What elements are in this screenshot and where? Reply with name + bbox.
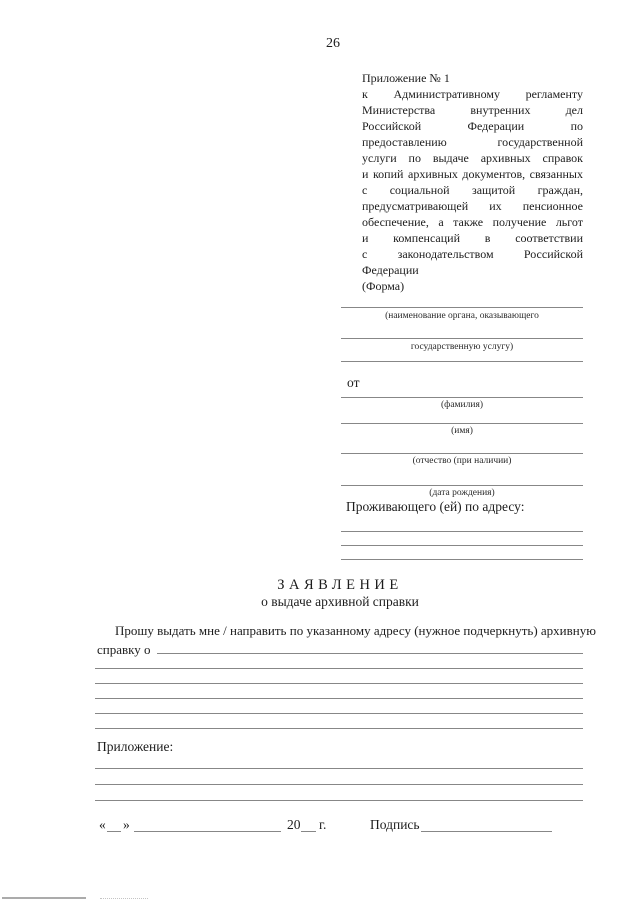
year-field-line xyxy=(301,831,316,832)
date-quote-open: « xyxy=(99,817,106,832)
request-text-line-2-label: справку о xyxy=(97,642,151,657)
scan-artifact-dots xyxy=(100,898,148,899)
page-number: 26 xyxy=(326,36,340,51)
org-name-field-line-2 xyxy=(341,338,583,339)
appendix-line: Федерации xyxy=(362,263,419,277)
request-text-line-2 xyxy=(97,641,583,658)
org-name-field-line-3 xyxy=(341,361,583,362)
statement-subtitle: о выдаче архивной справки xyxy=(261,594,419,609)
appendix-line: обеспечение, а также получение льгот xyxy=(362,215,583,229)
address-label: Проживающего (ей) по адресу: xyxy=(346,499,525,514)
date-quote-close: » xyxy=(123,817,130,832)
year-prefix: 20 xyxy=(287,817,301,832)
attachment-field-line-3 xyxy=(95,800,583,801)
patronymic-field-line xyxy=(341,453,583,454)
signature-field-line xyxy=(421,831,552,832)
address-field-line-2 xyxy=(341,545,583,546)
surname-caption: (фамилия) xyxy=(441,400,483,410)
surname-field-line xyxy=(341,397,583,398)
address-field-line-3 xyxy=(341,559,583,560)
org-name-field-line-1 xyxy=(341,307,583,308)
scan-artifact-line xyxy=(2,897,86,899)
body-field-line-2 xyxy=(95,683,583,684)
date-day-field-line xyxy=(107,831,121,832)
appendix-line: Министерства внутренних дел xyxy=(362,103,583,117)
date-month-field-line xyxy=(134,831,281,832)
attachment-field-line-1 xyxy=(95,768,583,769)
request-text-line-1: Прошу выдать мне / направить по указанному адресу (нужное подчеркнуть) архивную xyxy=(115,623,596,638)
appendix-line: (Форма) xyxy=(362,279,405,293)
address-field-line-1 xyxy=(341,531,583,532)
attachment-field-line-2 xyxy=(95,784,583,785)
patronymic-caption: (отчество (при наличии) xyxy=(412,456,512,466)
appendix-line: услуги по выдаче архивных справок xyxy=(362,151,583,165)
body-field-line-4 xyxy=(95,713,583,714)
birthdate-caption: (дата рождения) xyxy=(429,488,495,498)
certificate-subject-field-line xyxy=(157,641,583,654)
appendix-line: с социальной защитой граждан, xyxy=(362,183,583,197)
appendix-line: Приложение № 1 xyxy=(362,71,450,85)
appendix-block xyxy=(362,70,583,294)
appendix-line: предусматривающей их пенсионное xyxy=(362,199,583,213)
appendix-line: предоставлению государственной xyxy=(362,135,583,149)
birthdate-field-line xyxy=(341,485,583,486)
statement-title: ЗАЯВЛЕНИЕ xyxy=(277,577,403,593)
appendix-line: к Административному регламенту xyxy=(362,87,583,101)
org-caption-1: (наименование органа, оказывающего xyxy=(385,311,539,321)
org-caption-2: государственную услугу) xyxy=(410,342,514,352)
appendix-line: с законодательством Российской xyxy=(362,247,583,261)
appendix-line: и копий архивных документов, связанных xyxy=(362,167,583,181)
body-field-line-5 xyxy=(95,728,583,729)
body-field-line-3 xyxy=(95,698,583,699)
body-field-line-1 xyxy=(95,668,583,669)
appendix-line: и компенсаций в соответствии xyxy=(362,231,583,245)
name-caption: (имя) xyxy=(451,426,473,436)
attachment-label: Приложение: xyxy=(97,739,174,754)
name-field-line xyxy=(341,423,583,424)
year-suffix: г. xyxy=(319,817,327,832)
from-label: от xyxy=(347,375,360,390)
signature-label: Подпись xyxy=(370,817,420,832)
appendix-line: Российской Федерации по xyxy=(362,119,583,133)
